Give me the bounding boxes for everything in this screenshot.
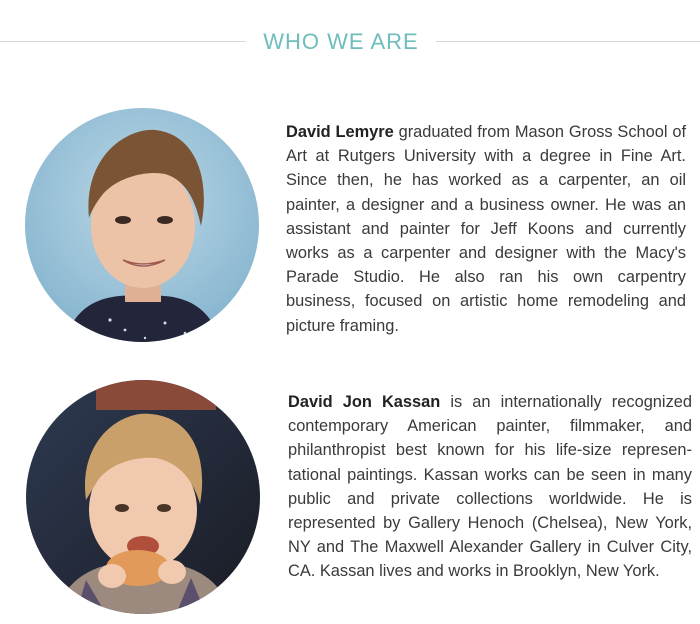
header-rule-right <box>436 41 700 42</box>
section-header <box>0 30 700 54</box>
portrait-david-lemyre <box>25 108 259 342</box>
portrait-david-jon-kassan <box>26 380 260 614</box>
person-bio: graduated from Mason Gross School of Art at Rutgers University with a degree in Fine Art. Since then, he has worked as a carpenter, an oil painter, a designer and a business owner. He was an assistant and painter for Jeff Koons and currently works as a carpenter and designer with the Macy's Parade Studio. He also ran his own carpentry business, focused on artistic home remodeling and picture framing. <box>286 123 687 335</box>
portrait-image <box>25 108 259 342</box>
person-name: David Jon Kassan <box>288 393 441 411</box>
person-bio: is an internationally recognized contemporary American painter, filmmaker, and philanthropist best known for his life-size representational paintings. Kassan works can be seen in many public and private collections worldwide. He is represented by Gallery Henoch (Chelsea), New York, NY and The Maxwell Alexander Gallery in Culver City, CA. Kassan lives and works in Brooklyn, New York. <box>288 393 692 581</box>
section-title: WHO WE ARE <box>263 29 419 54</box>
bio-david-lemyre <box>286 120 686 338</box>
person-name: David Lemyre <box>286 123 394 141</box>
header-rule-left <box>0 41 246 42</box>
bio-david-jon-kassan <box>288 390 692 584</box>
portrait-image <box>26 380 260 614</box>
